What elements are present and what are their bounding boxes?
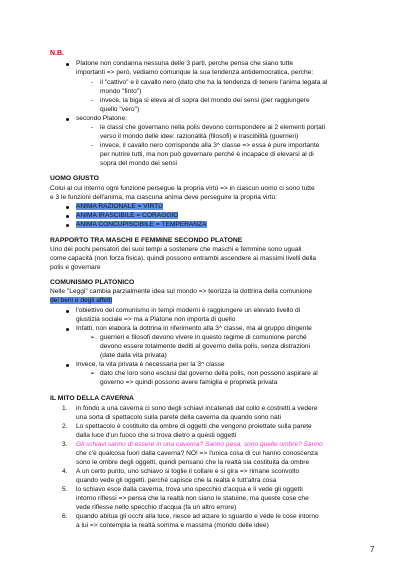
arrow-item-text: governo => quindi possono avere famiglia e proprietà privata [100, 379, 278, 386]
list-item [76, 221, 207, 229]
list-line: A un certo punto, uno schiavo si toglie il collare e si gira => rimane sconvolto [76, 468, 300, 475]
list-item [76, 212, 178, 220]
highlight: dei beni e degli affetti [50, 297, 113, 304]
list-line: una sorta di spettacolo sulla parete della caverna da quando sono nati [76, 414, 281, 421]
list-line: a lui => contempla la realtà somma e massima (mondo delle idee) [76, 522, 269, 529]
dash-item-text: - il "cattivo" e il cavallo nero (dato che ha la tendenza di tenere l'anima legata al [100, 79, 327, 87]
list-line: vede riflesse nello specchio d'acqua (fa un altro errore) [76, 504, 237, 511]
list-line: intorno riflessi => pensa che la realtà non siano le statuine, ma queste cose che [76, 495, 309, 502]
dash-item-text: per nutrire tutti, ma non può governare perché è incapace di elevarsi al di [100, 151, 314, 158]
bullet-text: Platone non condanna nessuna delle 3 parti, perche pensa che siano tutte [76, 60, 294, 67]
list-line: che c'è qualcosa fuori dalla caverna? NO! => l'unica cosa di cui hanno conoscenza [76, 450, 318, 457]
paragraph-line [50, 297, 112, 305]
bullet-text: l'obiettivo del comunismo in tempi moderni è raggiungere un elevato livello di [76, 307, 301, 314]
page-number: 7 [370, 545, 375, 554]
dash-item-text: - le classi che governano nella polis devono corrispondere ai 2 elementi portati [100, 124, 325, 132]
bullet-text: giustizia sociale => ma a Platone non importa di quello [76, 316, 236, 323]
section-title: UOMO GIUSTO [50, 175, 99, 182]
dash-item-text: verso il mondo delle idee: razionalità (filosofi) e irascibilità (guerrieri) [100, 133, 299, 140]
highlight: ANIMA CONCUPISCIBILE = TEMPERANZA [76, 221, 207, 228]
paragraph-line: Nelle "Leggi" cambia parzialmente idea sul mondo => teorizza la dottrina della comunione [50, 288, 312, 295]
arrow-item-text: (date dalla vita privata) [100, 352, 167, 359]
list-number: 4. [62, 468, 68, 475]
arrow-item-text: devono essere totalmente dediti al governo della polis, senza distrazioni [100, 343, 311, 350]
list-number: 6. [62, 513, 68, 520]
paragraph-line: Uno dei pochi pensatori dei suoi tempi a sostenere che maschi e femmine sono uguali [50, 246, 302, 253]
list-number: 2. [62, 423, 68, 430]
bullet-text: Invece, la vita privata è necessaria per la 3^ classe [76, 361, 225, 368]
arrow-item-text: ➢ dato che loro sono esclusi dal governo della polis, non possono aspirare al [100, 370, 318, 378]
bullet-text: Infatti, non elabora la dottrina in riferimento alla 3^ classe, ma al gruppo dirigente [76, 325, 312, 332]
bullet-text: secondo Platone: [76, 115, 127, 122]
list-line: Lo spettacolo è costituito da ombre di oggetti che vengono proiettate sulla parete [76, 423, 312, 430]
list-number: 5. [62, 486, 68, 493]
dash-item-text: sopra del mondo dei sensi [100, 160, 177, 167]
list-line: Gli schiavi sanno di essere in una caverna? Sanno pesa, sono quelle ombre? Sanno [76, 441, 323, 448]
paragraph-line: Colui al cui interno ogni funzione persegue la propria virtù => in ciascun uomo ci sono tutte [50, 185, 315, 192]
section-title: COMUNISMO PLATONICO [50, 279, 135, 286]
list-line: quando abitua gli occhi alla luce, riesce ad alzare lo sguardo e vede le cose intorno [76, 513, 319, 520]
list-line: quando vede gli oggetti, perché capisce che la realtà è tutt'altra cosa [76, 477, 277, 484]
highlight: ANIMA IRASCIBILE = CORAGGIO [76, 212, 179, 219]
paragraph-line: polis e governare [50, 264, 101, 271]
paragraph-line: come capacità (non forza fisica), quindi possono entrambi ascendere ai massimi livelli della [50, 255, 317, 262]
dash-item-text: - invece, il cavallo nero corrisponde alla 3^ classe => essa è pure importante [100, 142, 319, 150]
section-title: IL MITO DELLA CAVERNA [50, 395, 134, 402]
dash-item-text: - invece, la biga si eleva al di sopra del mondo dei sensi (per raggiungere [100, 97, 310, 105]
bullet-text: importanti => però, vediamo comunque la sua tendenza antidemocratica, perche: [76, 69, 314, 76]
section-title: RAPPORTO TRA MASCHI E FEMMINE SECONDO PLATONE [50, 237, 243, 244]
nb-heading: N.B. [50, 50, 64, 57]
list-number: 3. [62, 441, 68, 448]
dash-item-text: mondo "finto") [100, 88, 142, 95]
highlight: ANIMA RAZIONALE = VIRTÙ [76, 203, 163, 210]
list-line: sono le ombre degli oggetti, quindi pensano che la realtà sia costituita da ombre [76, 459, 310, 466]
list-line: dalla luce d'un fuoco che si trova dietro a questi oggetti [76, 432, 237, 439]
list-line: lo schiavo esce dalla caverna, trova uno specchio d'acqua e lì vede gli oggetti [76, 486, 303, 493]
list-line: in fondo a una caverna ci sono degli schiavi incatenati dal collo e costretti a vedere [76, 405, 318, 412]
list-item [76, 203, 163, 211]
list-number: 1. [62, 405, 68, 412]
paragraph-line: e 3 le funzioni dell'anima, ma ciascuna anima deve perseguire la propria virtù: [50, 194, 278, 201]
dash-item-text: quello "vero") [100, 106, 140, 113]
arrow-item-text: ➢ guerrieri e filosofi devono vivere in questo regime di comunione perché [100, 334, 307, 342]
